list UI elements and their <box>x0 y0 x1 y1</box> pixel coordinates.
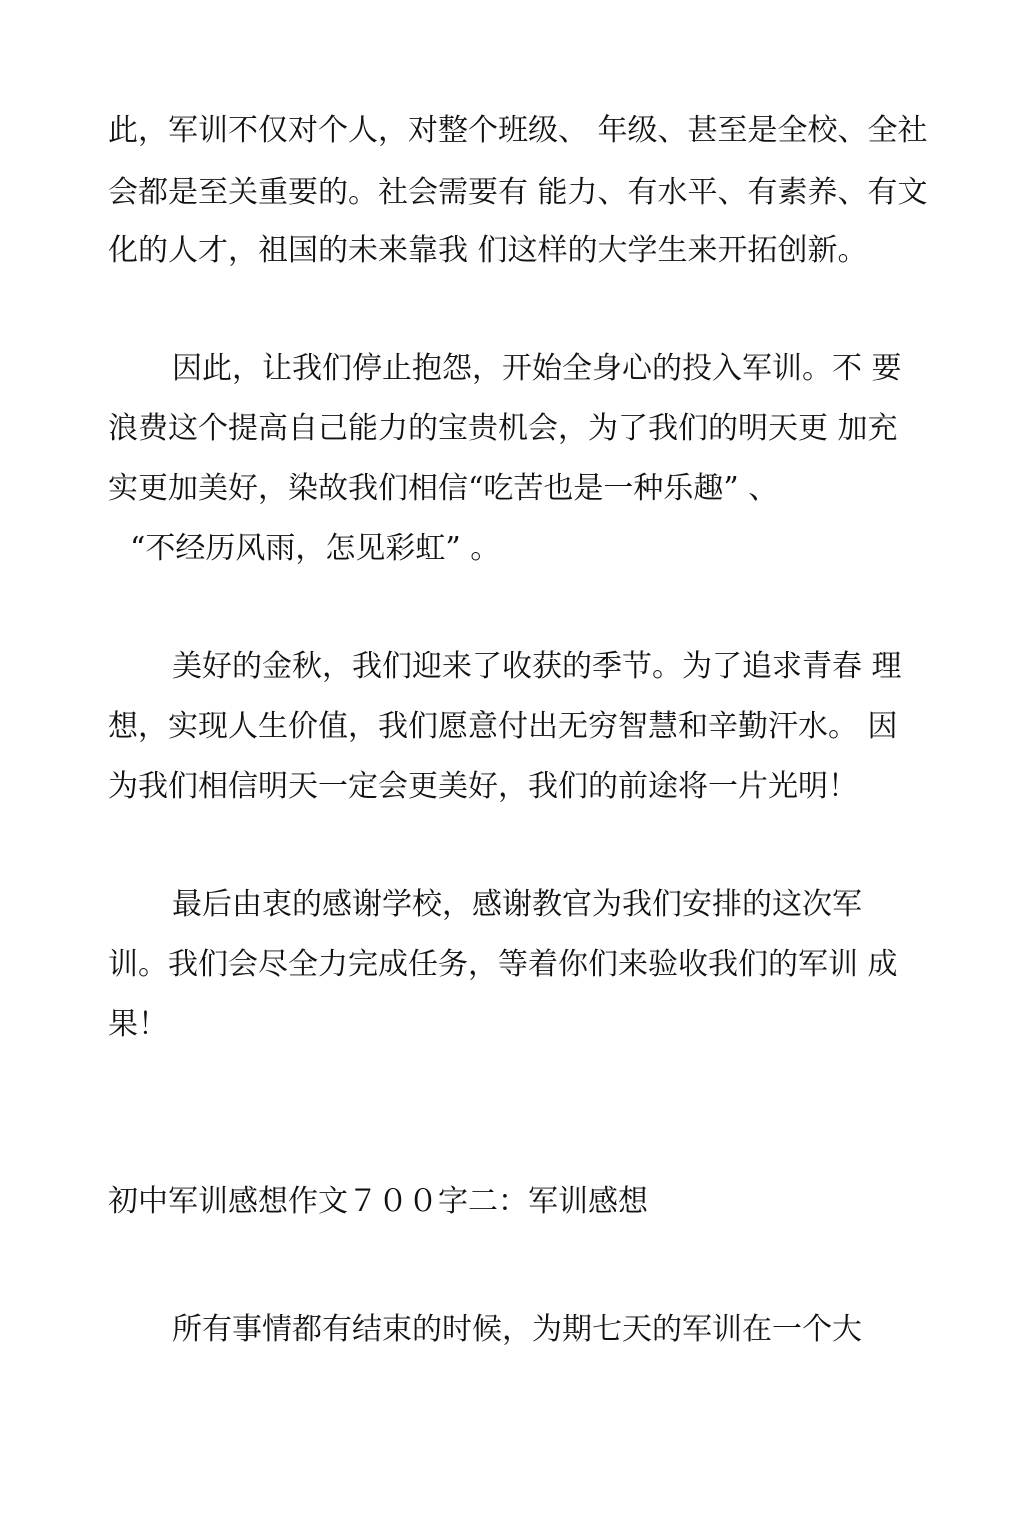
paragraph-3-line-1: 美好的金秋，我们迎来了收获的季节。为了追求青春 理 <box>172 649 902 684</box>
paragraph-4-line-3: 果！ <box>108 1007 168 1042</box>
paragraph-4-line-2: 训。我们会尽全力完成任务，等着你们来验收我们的军训 成 <box>108 947 898 982</box>
section-title: 初中军训感想作文７００字二：军训感想 <box>108 1184 648 1219</box>
paragraph-3-line-3: 为我们相信明天一定会更美好，我们的前途将一片光明！ <box>108 769 858 804</box>
paragraph-4-line-1: 最后由衷的感谢学校，感谢教官为我们安排的这次军 <box>172 887 862 922</box>
paragraph-1-line-3: 化的人才，祖国的未来靠我 们这样的大学生来开拓创新。 <box>108 233 868 268</box>
paragraph-2-line-1: 因此，让我们停止抱怨，开始全身心的投入军训。不 要 <box>172 351 902 386</box>
paragraph-1-line-1: 此，军训不仅对个人，对整个班级、 年级、甚至是全校、全社 <box>108 113 928 148</box>
paragraph-2-line-4: “不经历风雨，怎见彩虹” 。 <box>130 531 501 566</box>
paragraph-2-line-3: 实更加美好，染故我们相信“吃苦也是一种乐趣” 、 <box>108 471 779 506</box>
final-paragraph-line-1: 所有事情都有结束的时候，为期七天的军训在一个大 <box>172 1312 862 1347</box>
paragraph-1-line-2: 会都是至关重要的。社会需要有 能力、有水平、有素养、有文 <box>108 175 928 210</box>
paragraph-2-line-2: 浪费这个提高自己能力的宝贵机会，为了我们的明天更 加充 <box>108 411 898 446</box>
paragraph-3-line-2: 想，实现人生价值，我们愿意付出无穷智慧和辛勤汗水。 因 <box>108 709 898 744</box>
